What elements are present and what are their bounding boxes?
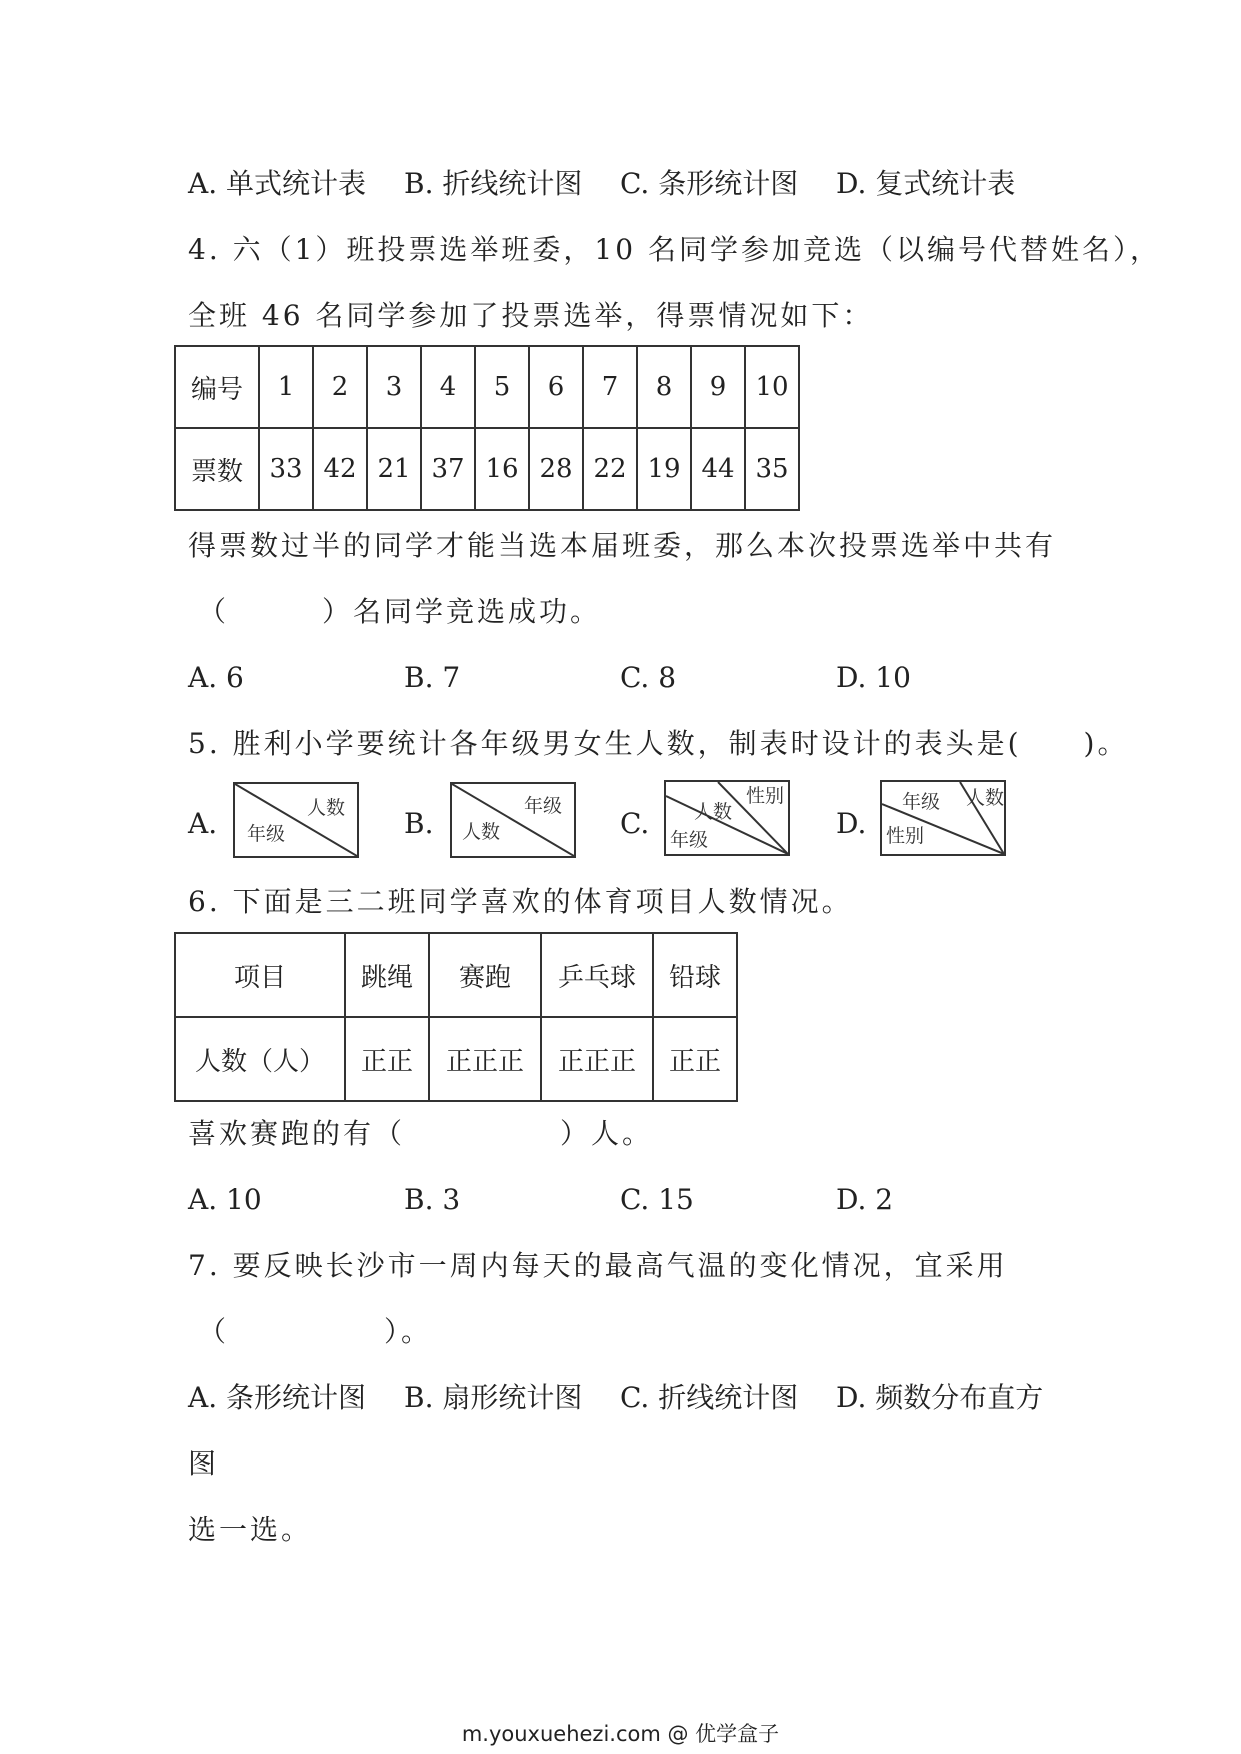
vote-table-id-cell: 7 — [583, 346, 637, 428]
sports-table-cell: 正正 — [653, 1017, 737, 1101]
sports-table-header: 赛跑 — [429, 933, 541, 1017]
q6-option-d: D. 2 — [836, 1183, 894, 1216]
sports-table-cell: 正正正 — [429, 1017, 541, 1101]
vote-table-header-id: 编号 — [175, 346, 259, 428]
q5-b-label-top: 年级 — [524, 795, 563, 817]
vote-table-vote-cell: 28 — [529, 428, 583, 510]
q5-d-label-bottom: 性别 — [886, 825, 925, 847]
sports-table — [174, 932, 738, 1102]
vote-table-vote-cell: 22 — [583, 428, 637, 510]
section-tail: 选一选。 — [188, 1513, 313, 1546]
q5-b-label-bottom: 人数 — [462, 821, 501, 843]
vote-table-row-ids — [175, 346, 799, 428]
q4-stem-line1: 4. 六（1）班投票选举班委，10 名同学参加竞选（以编号代替姓名）， — [188, 233, 1161, 266]
vote-table-header-votes: 票数 — [175, 428, 259, 510]
q7-option-d: D. 频数分布直方 — [836, 1381, 1044, 1414]
q5-option-d-letter: D. — [836, 807, 867, 840]
sports-table-cell: 正正正 — [541, 1017, 653, 1101]
q5-option-d-header — [880, 780, 1006, 856]
vote-table-vote-cell: 35 — [745, 428, 799, 510]
q4-stem-line2: 全班 46 名同学参加了投票选举，得票情况如下： — [188, 299, 874, 332]
q7-stem-line1: 7. 要反映长沙市一周内每天的最高气温的变化情况，宜采用 — [188, 1249, 1008, 1282]
vote-table-vote-cell: 42 — [313, 428, 367, 510]
vote-table-vote-cell: 37 — [421, 428, 475, 510]
q4-option-d: D. 10 — [836, 661, 911, 694]
q5-option-c-header — [664, 780, 790, 856]
sports-table-header: 跳绳 — [345, 933, 429, 1017]
q5-d-label-corner: 人数 — [966, 787, 1005, 809]
vote-table-vote-cell: 19 — [637, 428, 691, 510]
vote-table — [174, 345, 800, 511]
sports-table-header: 乒乓球 — [541, 933, 653, 1017]
q6-question: 喜欢赛跑的有（ ）人。 — [188, 1117, 654, 1150]
vote-table-vote-cell: 16 — [475, 428, 529, 510]
q4-stem-line3: 得票数过半的同学才能当选本届班委，那么本次投票选举中共有 — [188, 529, 1057, 562]
footer-watermark: m.youxuehezi.com @ 优学盒子 — [461, 1722, 780, 1746]
sports-table-data-row — [175, 1017, 737, 1101]
q7-option-a: A. 条形统计图 — [188, 1381, 367, 1414]
q5-option-b-letter: B. — [404, 807, 434, 840]
q5-c-label-middle: 人数 — [694, 801, 733, 823]
sports-table-header-row — [175, 933, 737, 1017]
q6-option-c: C. 15 — [620, 1183, 694, 1216]
vote-table-vote-cell: 33 — [259, 428, 313, 510]
vote-table-id-cell: 10 — [745, 346, 799, 428]
sports-table-cell: 人数（人） — [175, 1017, 345, 1101]
vote-table-row-votes — [175, 428, 799, 510]
q3-option-d: D. 复式统计表 — [836, 167, 1016, 200]
sports-table-header: 项目 — [175, 933, 345, 1017]
q5-option-b-header — [450, 782, 576, 858]
q5-stem: 5. 胜利小学要统计各年级男女生人数，制表时设计的表头是( )。 — [188, 727, 1129, 760]
q7-option-b: B. 扇形统计图 — [404, 1381, 583, 1414]
q6-option-b: B. 3 — [404, 1183, 461, 1216]
q5-a-label-top: 人数 — [307, 797, 346, 819]
vote-table-id-cell: 3 — [367, 346, 421, 428]
q3-option-a: A. 单式统计表 — [188, 167, 367, 200]
vote-table-vote-cell: 44 — [691, 428, 745, 510]
q6-stem: 6. 下面是三二班同学喜欢的体育项目人数情况。 — [188, 885, 853, 918]
q3-option-b: B. 折线统计图 — [404, 167, 583, 200]
diagonal-line — [235, 784, 357, 856]
q5-c-label-corner: 性别 — [746, 785, 785, 807]
vote-table-vote-cell: 21 — [367, 428, 421, 510]
vote-table-id-cell: 2 — [313, 346, 367, 428]
q3-option-c: C. 条形统计图 — [620, 167, 799, 200]
q4-option-c: C. 8 — [620, 661, 677, 694]
vote-table-id-cell: 4 — [421, 346, 475, 428]
q7-option-wrap: 图 — [188, 1447, 220, 1480]
q4-stem-line4: （ ）名同学竞选成功。 — [198, 595, 602, 628]
q4-option-a: A. 6 — [188, 661, 244, 694]
q5-option-a-header — [233, 782, 359, 858]
q7-stem-line2: （ ）。 — [198, 1315, 433, 1348]
sports-table-cell: 正正 — [345, 1017, 429, 1101]
q5-c-label-bottom: 年级 — [670, 829, 709, 851]
q5-a-label-bottom: 年级 — [247, 823, 286, 845]
vote-table-id-cell: 6 — [529, 346, 583, 428]
vote-table-id-cell: 1 — [259, 346, 313, 428]
vote-table-id-cell: 5 — [475, 346, 529, 428]
q4-option-b: B. 7 — [404, 661, 461, 694]
q5-option-a-letter: A. — [188, 807, 218, 840]
q7-option-c: C. 折线统计图 — [620, 1381, 799, 1414]
q6-option-a: A. 10 — [188, 1183, 262, 1216]
sports-table-header: 铅球 — [653, 933, 737, 1017]
vote-table-id-cell: 9 — [691, 346, 745, 428]
q5-option-c-letter: C. — [620, 807, 650, 840]
vote-table-id-cell: 8 — [637, 346, 691, 428]
q5-d-label-middle: 年级 — [902, 791, 941, 813]
